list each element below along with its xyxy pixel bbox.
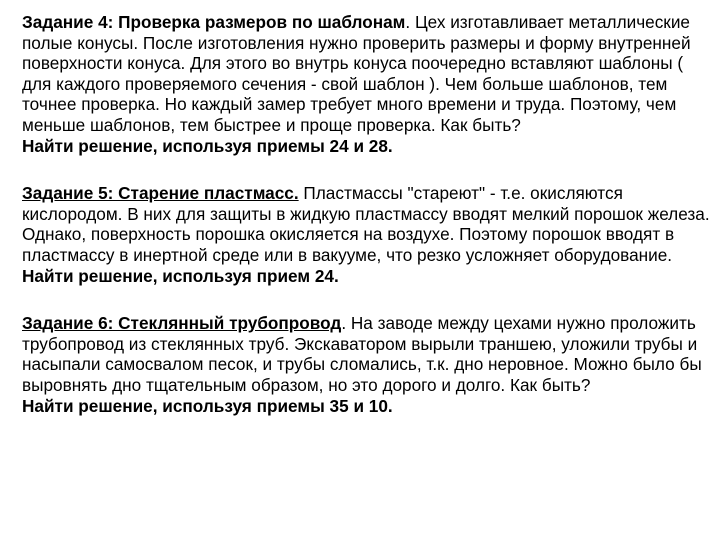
task-4-body: . Цех изготавливает металлические полые конусы. После изготовления нужно проверить размеры и форму внутренней поверхности конуса. Для этого во внутрь конуса поочередно вставляют шаблоны ( для каждого проверяемого сечения - свой шаблон ). Чем больше шаблонов, тем точнее проверка. Но каждый замер требует много времени и труда. Поэтому, чем меньше шаблонов, тем быстрее и проще проверка. Как быть?: [22, 12, 691, 135]
task-5: [22, 183, 712, 286]
task-4: [22, 12, 712, 156]
task-6-heading: Задание 6: Стеклянный трубопровод: [22, 313, 342, 334]
task-6-body: . На заводе между цехами нужно проложить трубопровод из стеклянных труб. Экскаватором вырыли траншею, уложили трубы и насыпали самосвалом песок, и трубы сломались, т.к. дно неровное. Можно было бы выровнять дно тщательным образом, но это дорого и долго. Как быть?: [22, 313, 702, 395]
task-5-solution: Найти решение, используя прием 24.: [22, 265, 339, 286]
task-5-heading: Задание 5: Старение пластмасс.: [22, 183, 299, 204]
document-page: [22, 12, 712, 416]
task-4-heading: Задание 4: Проверка размеров по шаблонам: [22, 12, 406, 32]
task-4-solution: Найти решение, используя приемы 24 и 28.: [22, 135, 393, 156]
task-5-body: Пластмассы "стареют" - т.е. окисляются кислородом. В них для защиты в жидкую пластмассу вводят мелкий порошок железа. Однако, поверхность порошка окисляется на воздухе. Поэтому порошок вводят в пластмассу в инертной среде или в вакууме, что резко усложняет оборудование.: [22, 183, 710, 265]
task-6-solution: Найти решение, используя приемы 35 и 10.: [22, 395, 393, 416]
task-6: [22, 313, 712, 416]
